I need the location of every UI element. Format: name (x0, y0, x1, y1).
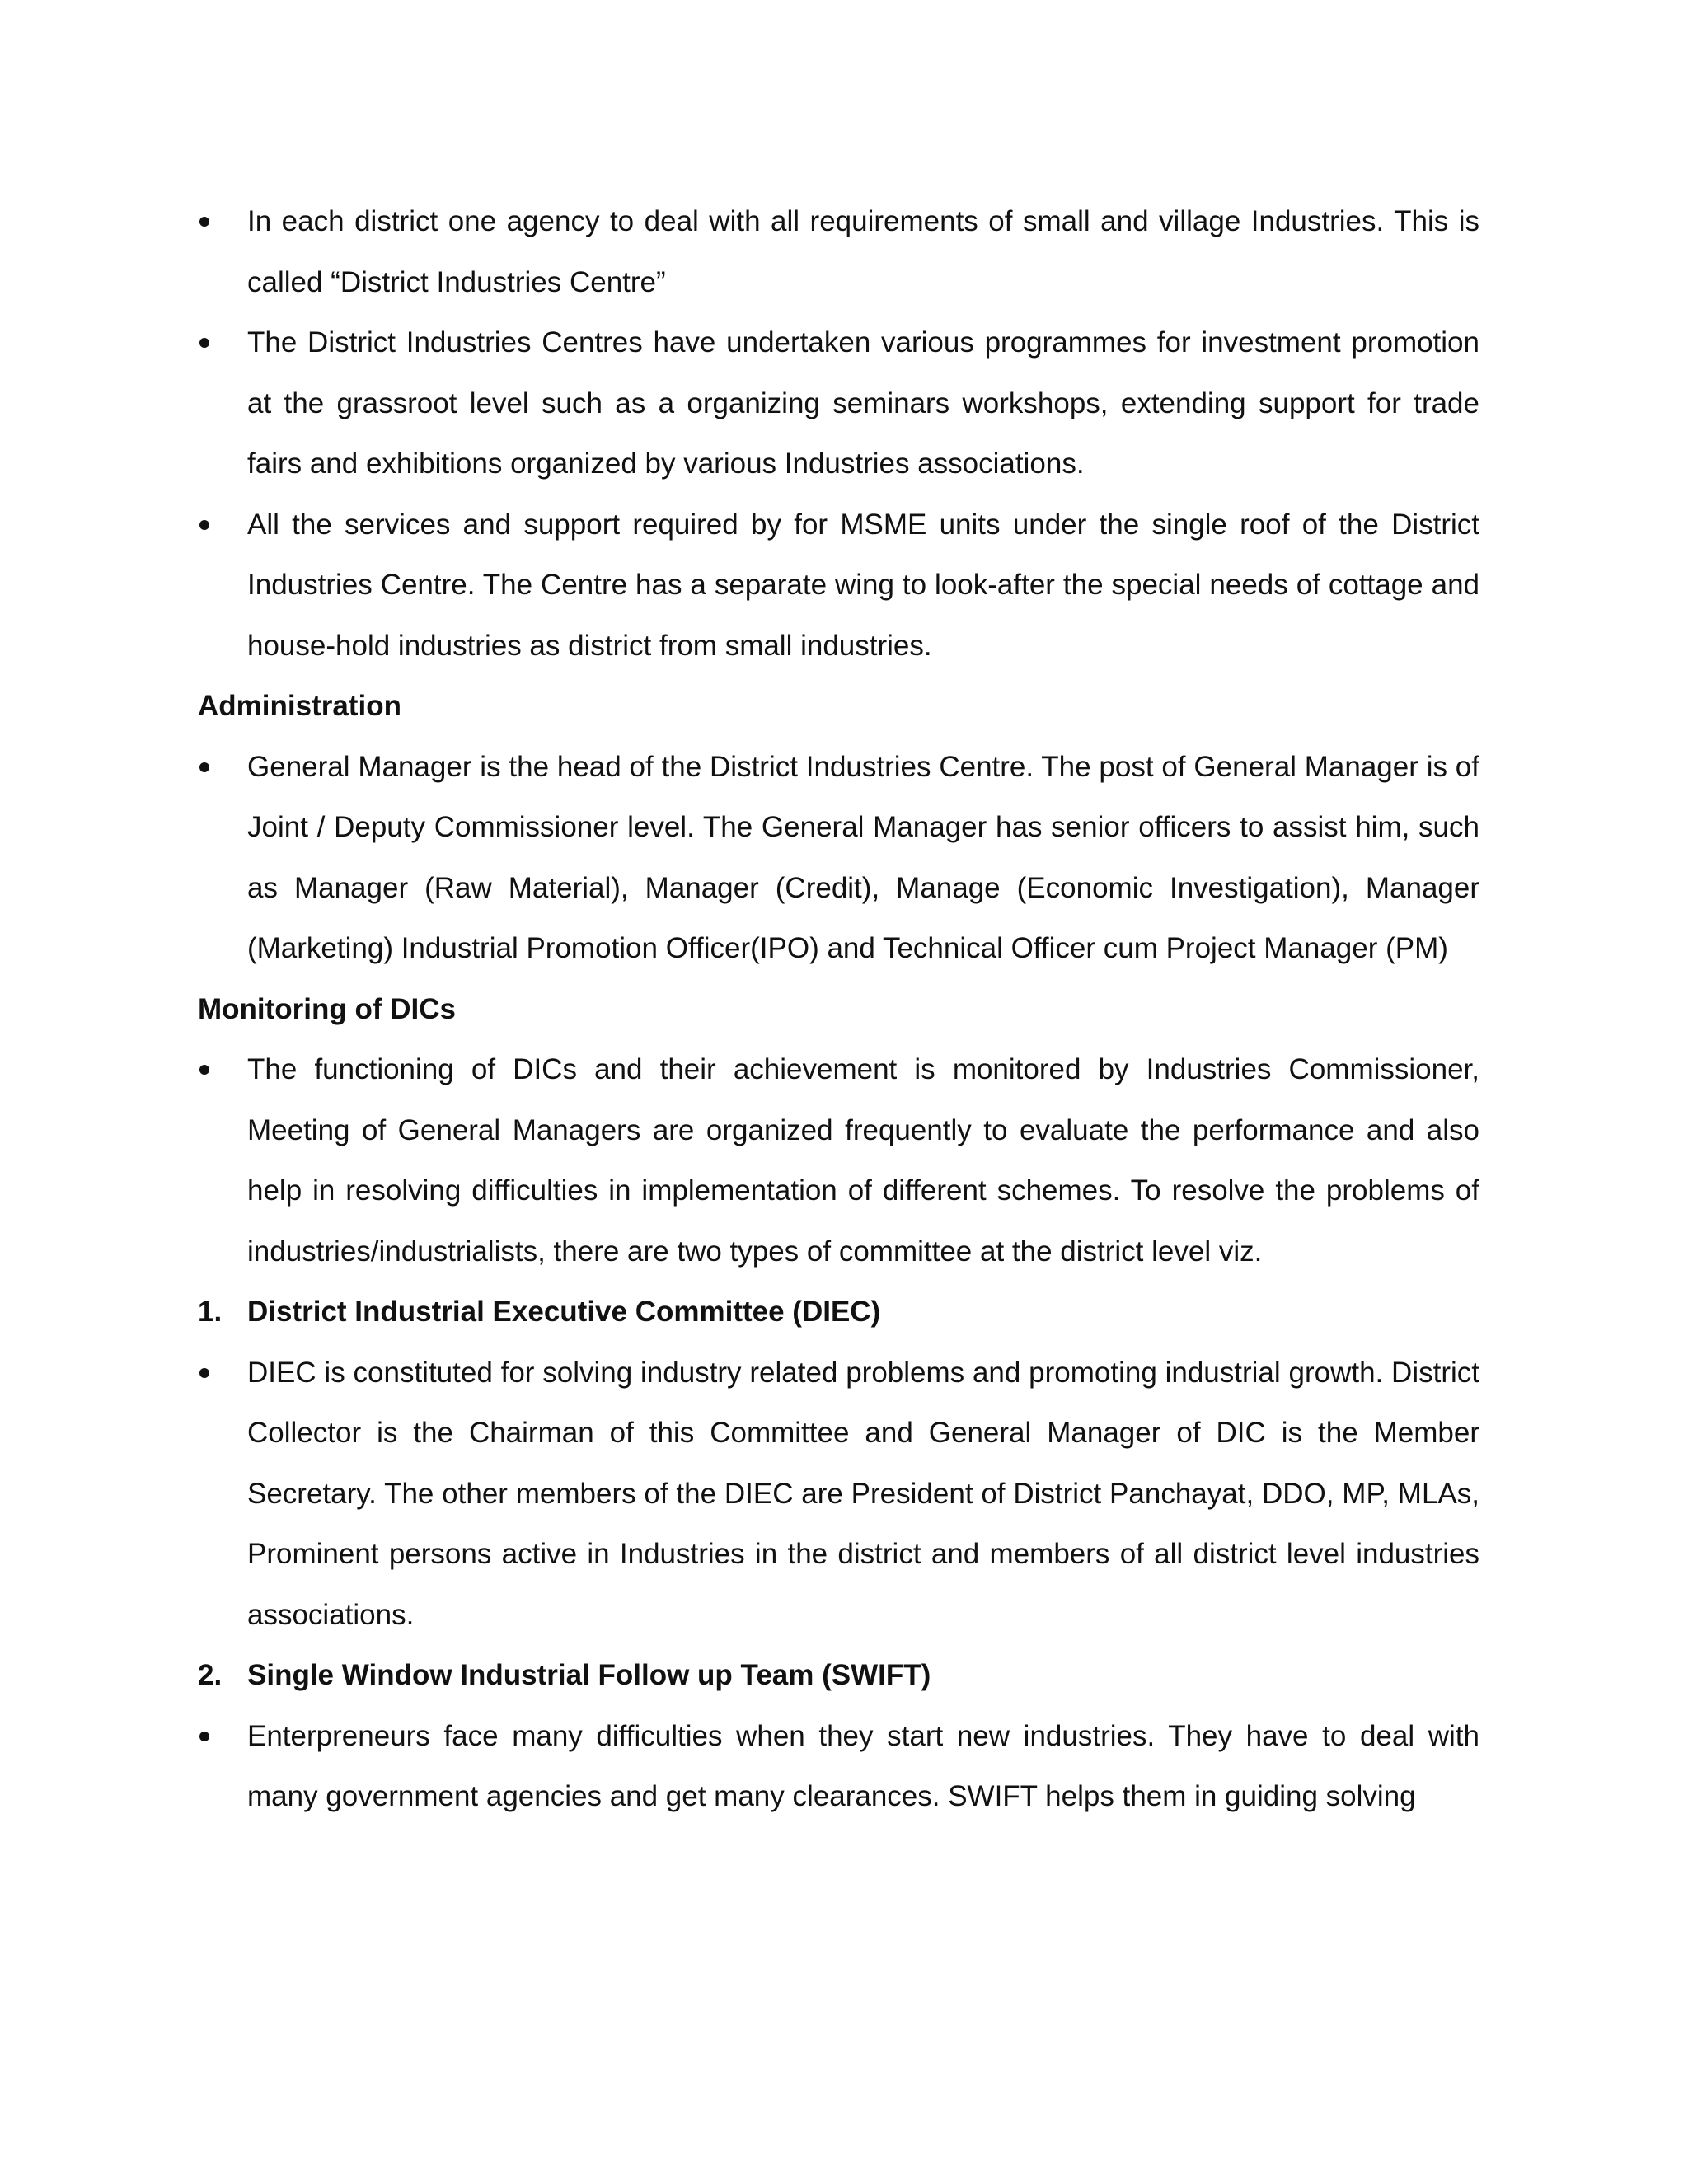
list-number: 2. (198, 1659, 223, 1691)
list-item (198, 1039, 1479, 1282)
bullet-text: All the services and support required by for MSME units under the single roof of the District Industries Centre. The Centre has a separate wing to look-after the special needs of cottage and house-hold industries as district from small industries. (247, 508, 1479, 662)
list-item (198, 494, 1479, 677)
bullet-text: General Manager is the head of the District Industries Centre. The post of General Manager is of Joint / Deputy Commissioner level. The General Manager has senior officers to assist him, such as Manager (Raw Material), Manager (Credit), Manage (Economic Investigation), Manager (Marketing) Industrial Promotion Officer(IPO) and Technical Officer cum Project Manager (PM) (247, 750, 1479, 964)
list-number: 1. (198, 1296, 223, 1328)
bullet-text: Enterpreneurs face many difficulties when they start new industries. They have to deal with many government agencies and get many clearances. SWIFT helps them in guiding solving (247, 1719, 1479, 1812)
bullet-text: In each district one agency to deal with all requirements of small and village Industries. This is called “District Industries Centre” (247, 205, 1479, 298)
document-body (198, 191, 1479, 1827)
numbered-heading-diec (198, 1282, 1479, 1343)
list-item (198, 737, 1479, 979)
numbered-heading-text: Single Window Industrial Follow up Team (SWIFT) (247, 1659, 931, 1691)
numbered-heading-swift (198, 1645, 1479, 1706)
bullet-text: The District Industries Centres have undertaken various programmes for investment promotion at the grassroot level such as a organizing seminars workshops, extending support for trade fairs and exhibitions organized by various Industries associations. (247, 326, 1479, 480)
numbered-heading-text: District Industrial Executive Committee (DIEC) (247, 1296, 881, 1328)
list-item (198, 312, 1479, 494)
list-item (198, 191, 1479, 312)
list-item (198, 1343, 1479, 1646)
list-item (198, 1706, 1479, 1827)
bullet-text: DIEC is constituted for solving industry related problems and promoting industrial growth. District Collector is the Chairman of this Committee and General Manager of DIC is the Member Secretary. The other members of the DIEC are President of District Panchayat, DDO, MP, MLAs, Prominent persons active in Industries in the district and members of all district level industries associations. (247, 1356, 1479, 1631)
section-heading-administration: Administration (198, 690, 401, 722)
bullet-text: The functioning of DICs and their achievement is monitored by Industries Commissioner, Meeting of General Managers are organized frequently to evaluate the performance and also help in resolving difficulties in implementation of different schemes. To resolve the problems of industries/industrialists, there are two types of committee at the district level viz. (247, 1053, 1479, 1268)
section-heading-monitoring: Monitoring of DICs (198, 992, 457, 1025)
